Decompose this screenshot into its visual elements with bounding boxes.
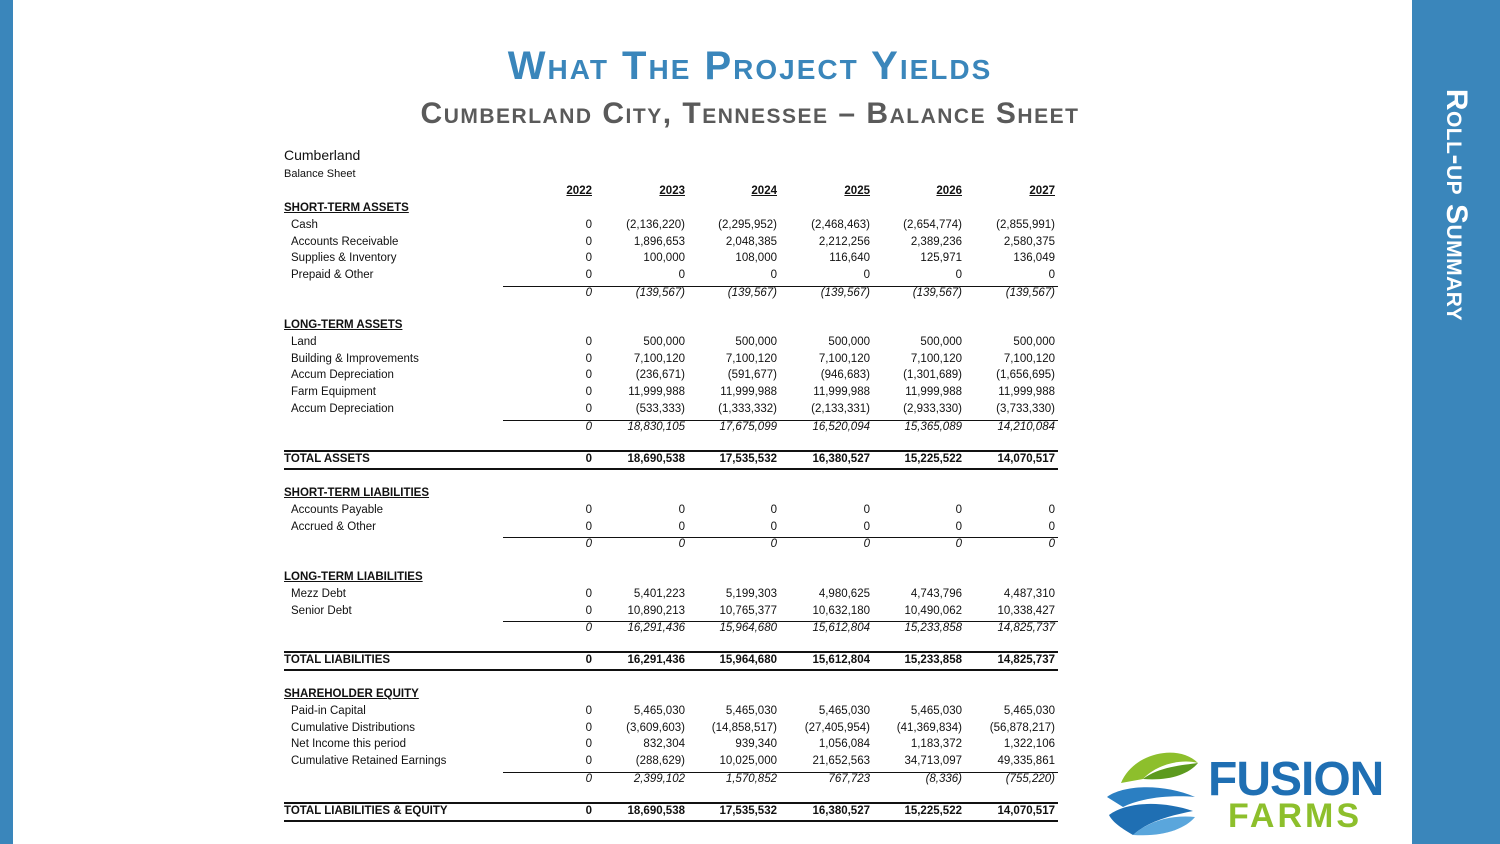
cell-2022: 0 (585, 335, 592, 348)
cell-2023: 1,896,653 (633, 235, 685, 248)
shareholder-equity-subtotal-row (284, 773, 1058, 789)
cell-2024: 2,048,385 (725, 235, 777, 248)
cell-2026: 15,225,522 (904, 805, 962, 817)
cell-2022: 0 (585, 738, 592, 751)
cell-2024: 15,964,680 (719, 654, 777, 666)
cell-2023: 18,690,538 (627, 805, 685, 817)
row-label: Building & Improvements (291, 352, 419, 365)
cell-2026: 500,000 (920, 335, 962, 348)
cell-2023: 0 (678, 503, 685, 516)
cell-2025: 767,723 (828, 773, 870, 785)
table-row (284, 236, 1058, 252)
table-row (284, 369, 1058, 385)
total-assets-bottom-rule (284, 468, 1058, 470)
page-subtitle: Cumberland City, Tennessee – Balance Sheet (420, 97, 1080, 130)
cell-2022: 0 (585, 218, 592, 231)
cell-2027: 0 (1048, 520, 1055, 533)
short-term-liabilities-header (284, 487, 1058, 503)
cell-2022: 0 (585, 235, 592, 248)
row-label: Accum Depreciation (291, 369, 394, 382)
cell-2024: 10,765,377 (719, 604, 777, 617)
cell-2025: 7,100,120 (818, 352, 870, 365)
cell-2023: 0 (678, 269, 685, 282)
cell-2027: (755,220) (1005, 773, 1055, 785)
short-term-liabilities-subtotal-row (284, 538, 1058, 554)
cell-2024: 939,340 (735, 738, 777, 751)
cell-2025: (2,468,463) (811, 218, 870, 231)
cell-2027: (1,656,695) (996, 369, 1055, 382)
cell-2022: 0 (585, 287, 592, 299)
cell-2026: 0 (955, 503, 962, 516)
cell-2024: 5,465,030 (725, 704, 777, 717)
section-header-label: SHAREHOLDER EQUITY (284, 688, 419, 700)
cell-2025: 500,000 (828, 335, 870, 348)
row-label: Cumulative Retained Earnings (291, 755, 447, 768)
cell-2027: 5,465,030 (1003, 704, 1055, 717)
row-label: Cumulative Distributions (291, 721, 415, 734)
section-header-label: LONG-TERM LIABILITIES (284, 571, 423, 583)
cell-2025: (27,405,954) (804, 721, 870, 734)
cell-2026: 4,743,796 (910, 587, 962, 600)
row-label: Cash (291, 218, 318, 231)
row-label: Accrued & Other (291, 520, 377, 533)
cell-2026: 2026 (936, 185, 962, 197)
company-name: Cumberland (284, 147, 361, 163)
short-term-assets-subtotal-row (284, 287, 1058, 303)
cell-2026: (2,933,330) (903, 403, 962, 415)
cell-2023: (533,333) (635, 403, 685, 415)
cell-2022: 0 (585, 352, 592, 365)
cell-2022: 0 (585, 453, 592, 465)
cell-2024: 5,199,303 (725, 587, 777, 600)
cell-2027: 11,999,988 (998, 386, 1055, 399)
cell-2024: 17,535,532 (719, 453, 777, 465)
cell-2025: (139,567) (820, 287, 870, 299)
cell-2027: 14,070,517 (997, 805, 1055, 817)
logo-text-farms: FARMS (1228, 797, 1362, 835)
table-row (284, 755, 1058, 771)
cell-2022: 0 (585, 386, 592, 399)
total-assets-top-rule (284, 450, 1058, 452)
cell-2023: 18,830,105 (627, 420, 685, 433)
cell-2027: 1,322,106 (1003, 738, 1055, 751)
cell-2023: 2023 (659, 185, 685, 197)
cell-2022: 0 (585, 755, 592, 768)
cell-2025: 16,520,094 (812, 420, 870, 433)
cell-2023: (2,136,220) (626, 218, 685, 231)
cell-2023: 100,000 (643, 252, 685, 265)
cell-2022: 0 (585, 622, 592, 635)
section-header-label: LONG-TERM ASSETS (284, 319, 403, 331)
cell-2024: 1,570,852 (725, 773, 777, 785)
cell-2025: 1,056,084 (818, 738, 870, 751)
cell-2023: 500,000 (643, 335, 685, 348)
cell-2025: 5,465,030 (818, 704, 870, 717)
cell-2022: 0 (585, 721, 592, 734)
table-row (284, 252, 1058, 268)
cell-2027: 500,000 (1013, 335, 1055, 348)
cell-2027: 136,049 (1013, 252, 1055, 265)
cell-2027: 0 (1048, 269, 1055, 282)
cell-2022: 0 (585, 420, 592, 433)
cell-2026: 15,225,522 (904, 453, 962, 465)
row-label: Accum Depreciation (291, 403, 394, 415)
cell-2026: 34,713,097 (904, 755, 962, 768)
cell-2025: 2025 (844, 185, 870, 197)
row-label: Net Income this period (291, 738, 407, 751)
cell-2022: 0 (585, 538, 592, 551)
cell-2026: (8,336) (925, 773, 962, 785)
cell-2023: 2,399,102 (633, 773, 685, 785)
cell-2025: 16,380,527 (812, 805, 870, 817)
cell-2027: (3,733,330) (996, 403, 1055, 415)
cell-2022: 0 (585, 520, 592, 533)
section-header-label: SHORT-TERM ASSETS (284, 202, 409, 214)
cell-2023: 18,690,538 (627, 453, 685, 465)
total-liabilities-bottom-rule (284, 669, 1058, 671)
cell-2024: 0 (770, 503, 777, 516)
table-row (284, 605, 1058, 621)
cell-2026: 15,233,858 (904, 654, 962, 666)
cell-2024: (2,295,952) (718, 218, 777, 231)
table-row (284, 504, 1058, 520)
cell-2023: (139,567) (635, 287, 685, 299)
row-label: Farm Equipment (291, 386, 377, 399)
cell-2026: 0 (955, 269, 962, 282)
cell-2026: (2,654,774) (903, 218, 962, 231)
cell-2027: 14,210,084 (997, 420, 1055, 433)
cell-2026: 2,389,236 (910, 235, 962, 248)
cell-2022: 0 (585, 369, 592, 382)
cell-2022: 0 (585, 704, 592, 717)
row-label: Supplies & Inventory (291, 252, 397, 265)
total-liabilities-equity-top-rule (284, 802, 1058, 804)
cell-2022: 0 (585, 654, 592, 666)
shareholder-equity-header (284, 688, 1058, 704)
cell-2027: 2027 (1029, 185, 1055, 197)
table-row (284, 336, 1058, 352)
cell-2025: 0 (863, 538, 870, 551)
cell-2023: 832,304 (643, 738, 685, 751)
cell-2025: 21,652,563 (812, 755, 870, 768)
cell-2027: 0 (1048, 503, 1055, 516)
cell-2022: 0 (585, 604, 592, 617)
cell-2024: 10,025,000 (719, 755, 777, 768)
section-header-label: SHORT-TERM LIABILITIES (284, 487, 430, 499)
cell-2027: 10,338,427 (997, 604, 1055, 617)
row-label: Paid-in Capital (291, 704, 366, 717)
cell-2025: 15,612,804 (812, 622, 870, 635)
total-assets-label: TOTAL ASSETS (284, 453, 370, 465)
cell-2027: 0 (1048, 538, 1055, 551)
cell-2026: 10,490,062 (904, 604, 962, 617)
cell-2025: 10,632,180 (812, 604, 870, 617)
cell-2026: 7,100,120 (910, 352, 962, 365)
page-title: What The Project Yields (507, 44, 993, 88)
cell-2023: (236,671) (635, 369, 685, 382)
cell-2026: (41,369,834) (896, 721, 962, 734)
cell-2024: 500,000 (735, 335, 777, 348)
leaf-hands-icon (1107, 753, 1198, 836)
cell-2024: 108,000 (735, 252, 777, 265)
cell-2027: 14,825,737 (997, 654, 1055, 666)
cell-2026: 15,365,089 (904, 420, 962, 433)
cell-2022: 0 (585, 805, 592, 817)
cell-2025: 0 (863, 520, 870, 533)
cell-2024: (591,677) (727, 369, 777, 382)
table-row (284, 269, 1058, 285)
cell-2023: 0 (678, 538, 685, 551)
table-row (284, 588, 1058, 604)
table-row (284, 386, 1058, 402)
short-term-assets-header (284, 202, 1058, 218)
cell-2024: 2024 (751, 185, 777, 197)
side-title: Roll-up Summary (1440, 88, 1473, 322)
sheet-name: Balance Sheet (284, 168, 356, 180)
cell-2022: 0 (585, 587, 592, 600)
cell-2023: 7,100,120 (633, 352, 685, 365)
cell-2027: (56,878,217) (989, 721, 1055, 734)
total-liabilities-equity-label: TOTAL LIABILITIES & EQUITY (284, 805, 448, 817)
cell-2026: 0 (955, 520, 962, 533)
cell-2023: 16,291,436 (627, 654, 685, 666)
cell-2023: 11,999,988 (628, 386, 685, 399)
cell-2022: 0 (585, 403, 592, 415)
cell-2024: (14,858,517) (711, 721, 777, 734)
cell-2024: 15,964,680 (719, 622, 777, 635)
row-label: Accounts Payable (291, 503, 384, 516)
cell-2024: 17,675,099 (719, 420, 777, 433)
cell-2027: (2,855,991) (996, 218, 1055, 231)
cell-2027: 4,487,310 (1003, 587, 1055, 600)
cell-2027: 14,070,517 (997, 453, 1055, 465)
table-row (284, 738, 1058, 754)
balance-sheet-table (284, 0, 1058, 844)
total-liabilities-top-rule (284, 651, 1058, 653)
cell-2024: 0 (770, 538, 777, 551)
long-term-liabilities-subtotal-row (284, 622, 1058, 638)
long-term-liabilities-header (284, 571, 1058, 587)
row-label: Prepaid & Other (291, 269, 374, 282)
cell-2023: 0 (678, 520, 685, 533)
cell-2027: 2,580,375 (1003, 235, 1055, 248)
cell-2025: 2,212,256 (818, 235, 870, 248)
cell-2022: 0 (585, 773, 592, 785)
long-term-assets-subtotal-row (284, 421, 1058, 437)
cell-2025: 0 (863, 503, 870, 516)
row-label: Accounts Receivable (291, 235, 399, 248)
cell-2026: (1,301,689) (903, 369, 962, 382)
table-row (284, 353, 1058, 369)
cell-2026: 125,971 (920, 252, 962, 265)
cell-2025: 16,380,527 (812, 453, 870, 465)
cell-2025: 11,999,988 (813, 386, 870, 399)
cell-2024: 17,535,532 (719, 805, 777, 817)
cell-2024: 0 (770, 520, 777, 533)
row-label: Senior Debt (291, 604, 352, 617)
total-liabilities-equity-bottom-rule (284, 820, 1058, 822)
cell-2024: (1,333,332) (718, 403, 777, 415)
table-row (284, 705, 1058, 721)
row-label: Mezz Debt (291, 587, 346, 600)
cell-2024: 7,100,120 (725, 352, 777, 365)
cell-2025: 0 (863, 269, 870, 282)
cell-2026: 15,233,858 (904, 622, 962, 635)
cell-2026: 11,999,988 (905, 386, 962, 399)
cell-2025: (2,133,331) (811, 403, 870, 415)
cell-2022: 0 (585, 503, 592, 516)
cell-2026: 1,183,372 (910, 738, 962, 751)
total-liabilities-label: TOTAL LIABILITIES (284, 654, 391, 666)
cell-2023: 16,291,436 (627, 622, 685, 635)
cell-2023: 5,401,223 (633, 587, 685, 600)
cell-2022: 0 (585, 269, 592, 282)
total-liabilities-row (284, 654, 1058, 670)
row-label: Land (291, 335, 317, 348)
cell-2027: 14,825,737 (997, 622, 1055, 635)
cell-2023: 5,465,030 (633, 704, 685, 717)
cell-2026: 0 (955, 538, 962, 551)
total-liabilities-equity-row (284, 805, 1058, 821)
table-row (284, 722, 1058, 738)
year-header-row (284, 185, 1058, 201)
cell-2025: 15,612,804 (812, 654, 870, 666)
cell-2022: 0 (585, 252, 592, 265)
cell-2026: 5,465,030 (910, 704, 962, 717)
cell-2025: (946,683) (820, 369, 870, 382)
cell-2027: 49,335,861 (997, 755, 1055, 768)
cell-2022: 2022 (566, 185, 592, 197)
cell-2024: (139,567) (727, 287, 777, 299)
cell-2025: 4,980,625 (818, 587, 870, 600)
cell-2023: 10,890,213 (627, 604, 685, 617)
logo-text-fusion: FUSION (1208, 753, 1384, 806)
table-row (284, 403, 1058, 419)
cell-2023: (3,609,603) (626, 721, 685, 734)
cell-2025: 116,640 (829, 252, 870, 265)
long-term-assets-header (284, 319, 1058, 335)
cell-2024: 11,999,988 (720, 386, 777, 399)
cell-2026: (139,567) (912, 287, 962, 299)
total-assets-row (284, 453, 1058, 469)
table-row (284, 521, 1058, 537)
cell-2024: 0 (770, 269, 777, 282)
cell-2023: (288,629) (635, 755, 685, 768)
table-row (284, 219, 1058, 235)
cell-2027: 7,100,120 (1003, 352, 1055, 365)
cell-2027: (139,567) (1005, 287, 1055, 299)
